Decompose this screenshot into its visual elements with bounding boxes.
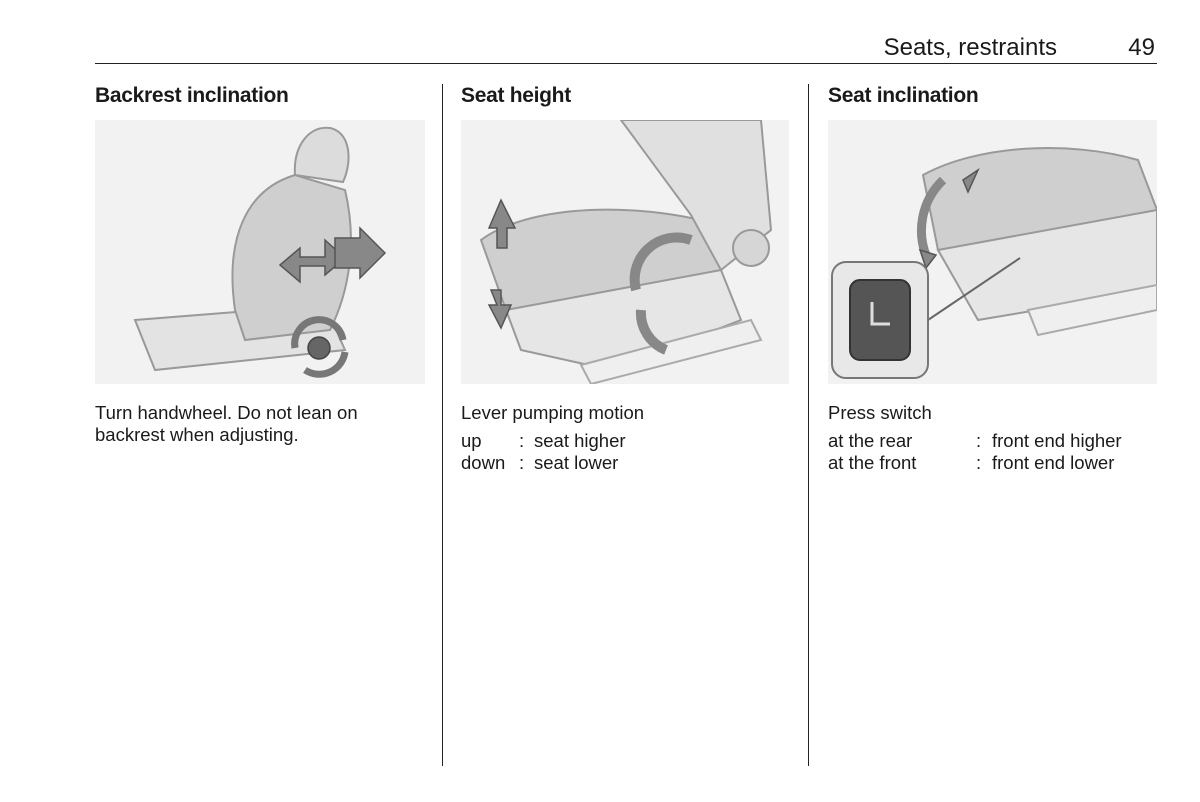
column-divider [442,84,443,766]
section-title: Seats, restraints [883,34,1057,61]
section-heading: Seat inclination [828,84,979,107]
instruction-line: Turn handwheel. Do not lean on [95,402,358,423]
backrest-illustration [95,120,425,384]
instruction-intro: Press switch [828,402,932,423]
column-seat-inclination [828,84,1158,473]
kv-separator: : [976,452,982,473]
instruction-line: backrest when adjusting. [95,424,299,445]
kv-value: seat lower [534,452,619,473]
column-divider [808,84,809,766]
kv-value: front end lower [992,452,1115,473]
kv-key: down [461,452,506,473]
kv-separator: : [519,430,525,451]
kv-key: up [461,430,482,451]
seat-height-illustration [461,120,789,384]
column-seat-height [461,84,791,473]
section-heading: Backrest inclination [95,84,289,107]
column-backrest-inclination [95,84,425,445]
kv-value: front end higher [992,430,1122,451]
instruction-text [95,402,358,446]
page-number: 49 [1128,34,1155,61]
kv-separator: : [519,452,525,473]
kv-value: seat higher [534,430,626,451]
kv-key: at the rear [828,430,913,451]
kv-separator: : [976,430,982,451]
kv-key: at the front [828,452,917,473]
page-header [95,30,1157,64]
seat-inclination-illustration [828,120,1157,384]
instruction-intro: Lever pumping motion [461,402,645,423]
section-heading: Seat height [461,84,571,107]
